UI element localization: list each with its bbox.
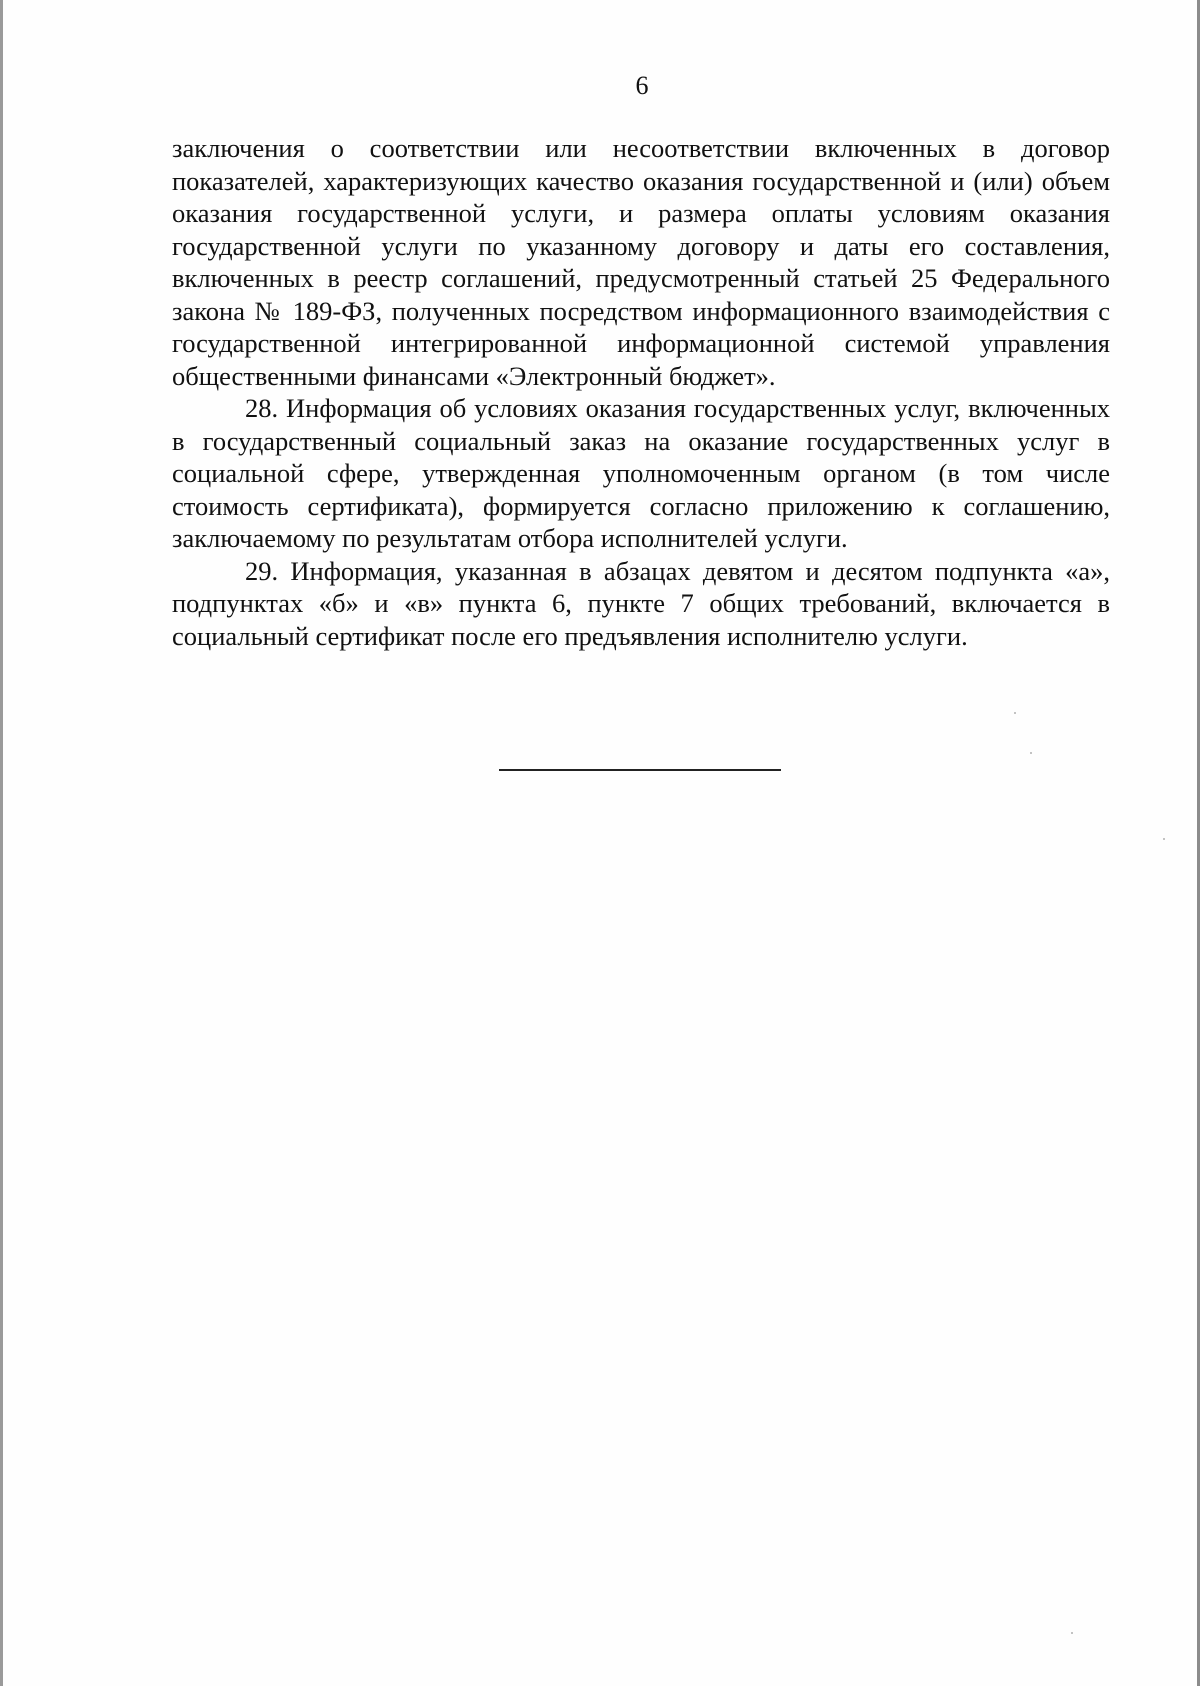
scan-speck: [1014, 712, 1016, 714]
scan-speck: [1030, 752, 1032, 754]
paragraph-item-28: 28. Информация об условиях оказания государственных услуг, включенных в государственный социальный заказ на оказание государственных услуг в социальной сфере, утвержденная уполномоченным органом (в том числе стоимость сертификата), формируется согласно приложению к соглашению, заключаемому по результатам отбора исполнителей услуги.: [172, 393, 1110, 553]
document-body: [172, 132, 1110, 652]
end-of-text-rule: [499, 769, 781, 771]
scan-speck: [1071, 1632, 1073, 1634]
scan-speck: [1163, 838, 1165, 840]
paragraph-continuation: заключения о соответствии или несоответствии включенных в договор показателей, характеризующих качество оказания государственной и (или) объем оказания государственной услуги, и размера оплаты условиям оказания государственной услуги по указанному договору и даты его составления, включенных в реестр соглашений, предусмотренный статьей 25 Федерального закона № 189-ФЗ, полученных посредством информационного взаимодействия с государственной интегрированной информационной системой управления общественными финансами «Электронный бюджет».: [172, 133, 1110, 391]
page-number: 6: [635, 71, 649, 100]
paragraph-item-29: 29. Информация, указанная в абзацах девятом и десятом подпункта «а», подпунктах «б» и «в» пункта 6, пункте 7 общих требований, включается в социальный сертификат после его предъявления исполнителю услуги.: [172, 555, 1110, 651]
scan-edge-left: [0, 0, 3, 1686]
